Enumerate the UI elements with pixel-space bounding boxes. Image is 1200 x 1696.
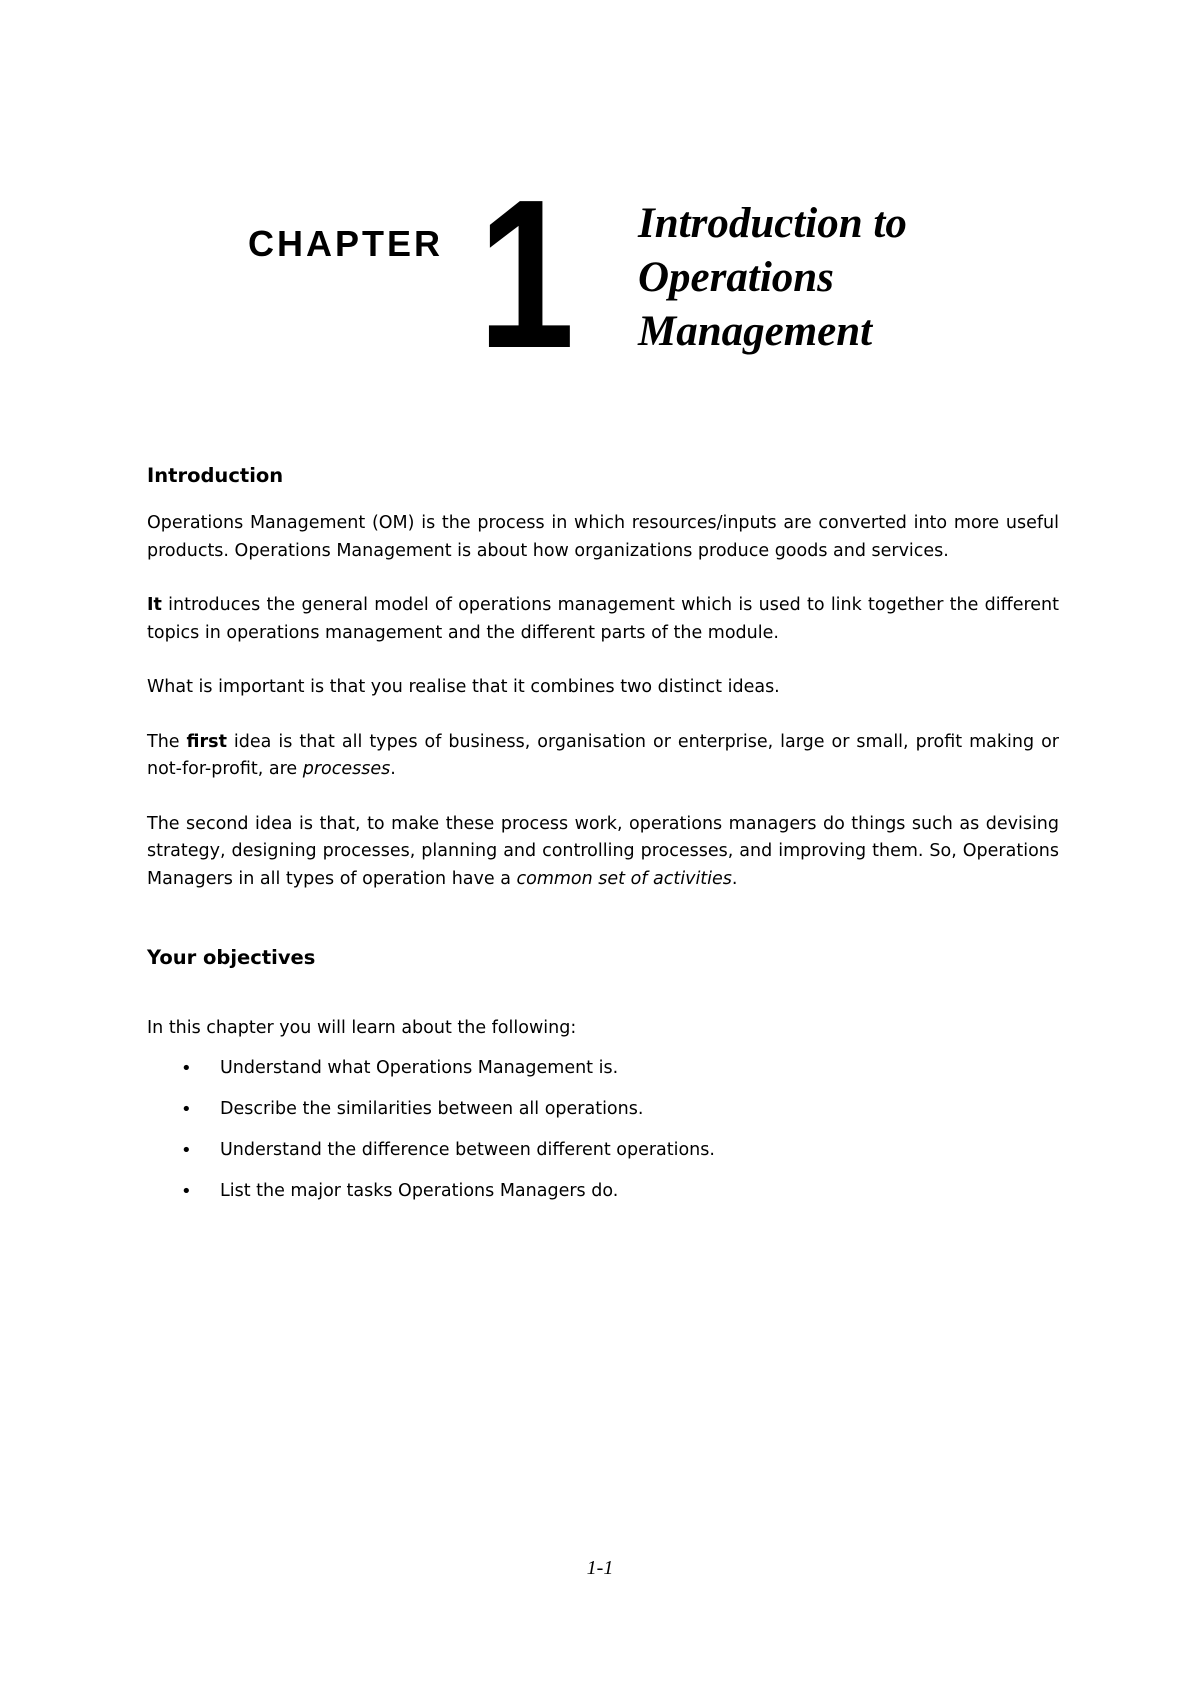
emphasis-italic: processes	[302, 759, 391, 779]
list-item	[147, 1096, 1059, 1137]
chapter-content	[147, 462, 1059, 1219]
chapter-title-line: Introduction to	[638, 200, 907, 247]
emphasis-bold: first	[186, 731, 227, 752]
chapter-title-line: Management	[638, 308, 873, 355]
list-item-text: Understand the difference between different operations.	[220, 1139, 715, 1160]
bullet-icon: •	[181, 1180, 192, 1202]
emphasis-bold: It	[147, 595, 162, 615]
chapter-number: 1	[478, 155, 575, 392]
chapter-label: CHAPTER	[248, 223, 444, 264]
chapter-title	[638, 197, 1058, 359]
objectives-lead-in: In this chapter you will learn about the following:	[147, 1018, 577, 1038]
list-item	[147, 1178, 1059, 1219]
bullet-icon: •	[181, 1057, 192, 1079]
text-run: .	[390, 759, 396, 779]
text-run: idea is that all types of business, organisation or enterprise, large or small, profit making or not-for-profit, are	[147, 731, 1059, 779]
list-item	[147, 1137, 1059, 1178]
intro-paragraph-3: What is important is that you realise that it combines two distinct ideas.	[147, 677, 780, 697]
intro-paragraph-1: Operations Management (OM) is the process in which resources/inputs are converted into more useful products. Operations Management is about how organizations produce goods and services.	[147, 513, 1059, 561]
chapter-title-line: Operations	[638, 254, 834, 301]
list-item-text: Describe the similarities between all operations.	[220, 1098, 644, 1119]
text-run: The second idea is that, to make these process work, operations managers do things such as devising strategy, designing processes, planning and controlling processes, and improving them. So, Operations Managers in all types of operation have a	[147, 813, 1059, 889]
objectives-list	[147, 1055, 1059, 1219]
list-item	[147, 1055, 1059, 1096]
text-run: The	[147, 731, 187, 752]
list-item-text: Understand what Operations Management is.	[220, 1057, 619, 1078]
objectives-heading: Your objectives	[147, 946, 316, 969]
bullet-icon: •	[181, 1139, 192, 1161]
intro-paragraph-5	[147, 811, 1059, 894]
list-item-text: List the major tasks Operations Managers do.	[220, 1180, 619, 1201]
page-number: 1-1	[586, 1557, 614, 1579]
introduction-heading: Introduction	[147, 464, 284, 487]
intro-paragraph-4	[147, 729, 1059, 784]
text-run: .	[731, 868, 738, 889]
text-run: introduces the general model of operations management which is used to link together the different topics in operations management and the different parts of the module.	[147, 595, 1059, 643]
emphasis-italic: common set of activities	[516, 868, 732, 889]
intro-paragraph-2	[147, 592, 1059, 647]
bullet-icon: •	[181, 1098, 192, 1120]
